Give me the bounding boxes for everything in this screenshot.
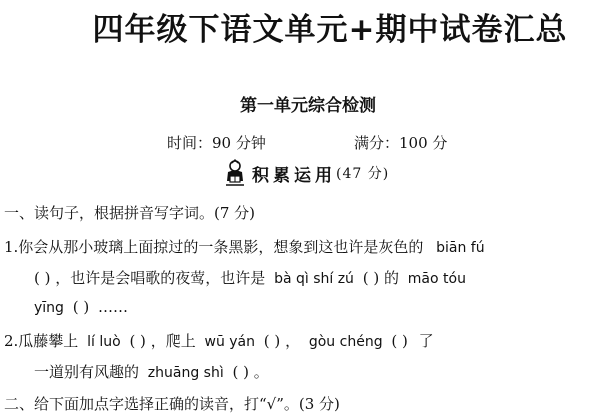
section-title: 积累运用 — [252, 165, 336, 186]
pinyin-prompt: bà qì shí zú — [274, 271, 354, 287]
ellipsis: …… — [97, 298, 128, 316]
answer-blank[interactable]: ( ) — [362, 269, 380, 287]
q1-item1-line1 — [4, 236, 485, 257]
answer-blank[interactable]: ( ) — [34, 269, 51, 287]
q1-item1-line3 — [34, 298, 128, 316]
pinyin-prompt: yīng — [34, 300, 64, 316]
sentence-text: 了 — [418, 332, 434, 350]
answer-blank[interactable]: ( ) — [391, 332, 408, 350]
answer-blank[interactable]: ( ) — [232, 363, 250, 381]
q1-item1-line2 — [34, 267, 466, 288]
section-header — [222, 158, 389, 188]
reading-kid-icon — [222, 159, 248, 187]
pinyin-prompt: māo tóu — [407, 271, 466, 287]
question-1-title: 一、读句子，根据拼音写字词。(7 分) — [4, 204, 256, 222]
question-2-title: 二、给下面加点字选择正确的读音，打“√”。(3 分) — [4, 395, 340, 413]
answer-blank[interactable]: ( ) — [129, 332, 146, 350]
sentence-text: 2.瓜藤攀上 — [4, 332, 79, 350]
pinyin-prompt: lí luò — [87, 334, 121, 350]
sentence-text: 1.你会从那小玻璃上面掠过的一条黑影，想象到这也许是灰色的 — [4, 238, 424, 256]
answer-blank[interactable]: ( ) — [72, 298, 90, 316]
pinyin-prompt: wū yán — [204, 334, 256, 350]
q1-item2-line2 — [34, 361, 269, 382]
q1-item2-line1 — [4, 330, 434, 351]
pinyin-prompt: biān fú — [436, 240, 485, 256]
sentence-text: 的 — [383, 269, 399, 287]
answer-blank[interactable]: ( ) — [263, 332, 281, 350]
sentence-text: 。 — [253, 363, 269, 381]
sentence-text: ，爬上 — [150, 332, 196, 350]
exam-time: 时间：90 分钟 — [167, 134, 266, 152]
page-title: 四年级下语文单元+期中试卷汇总 — [92, 12, 568, 48]
sentence-text: ，也许是会唱歌的夜莺，也许是 — [55, 269, 266, 287]
pinyin-prompt: gòu chéng — [308, 334, 383, 350]
exam-subtitle: 第一单元综合检测 — [240, 96, 376, 116]
exam-full-score: 满分：100 分 — [354, 134, 448, 152]
section-score: (47 分) — [336, 166, 390, 182]
sentence-text: ， — [285, 332, 301, 350]
pinyin-prompt: zhuāng shì — [147, 365, 224, 381]
sentence-text: 一道别有风趣的 — [34, 363, 140, 381]
